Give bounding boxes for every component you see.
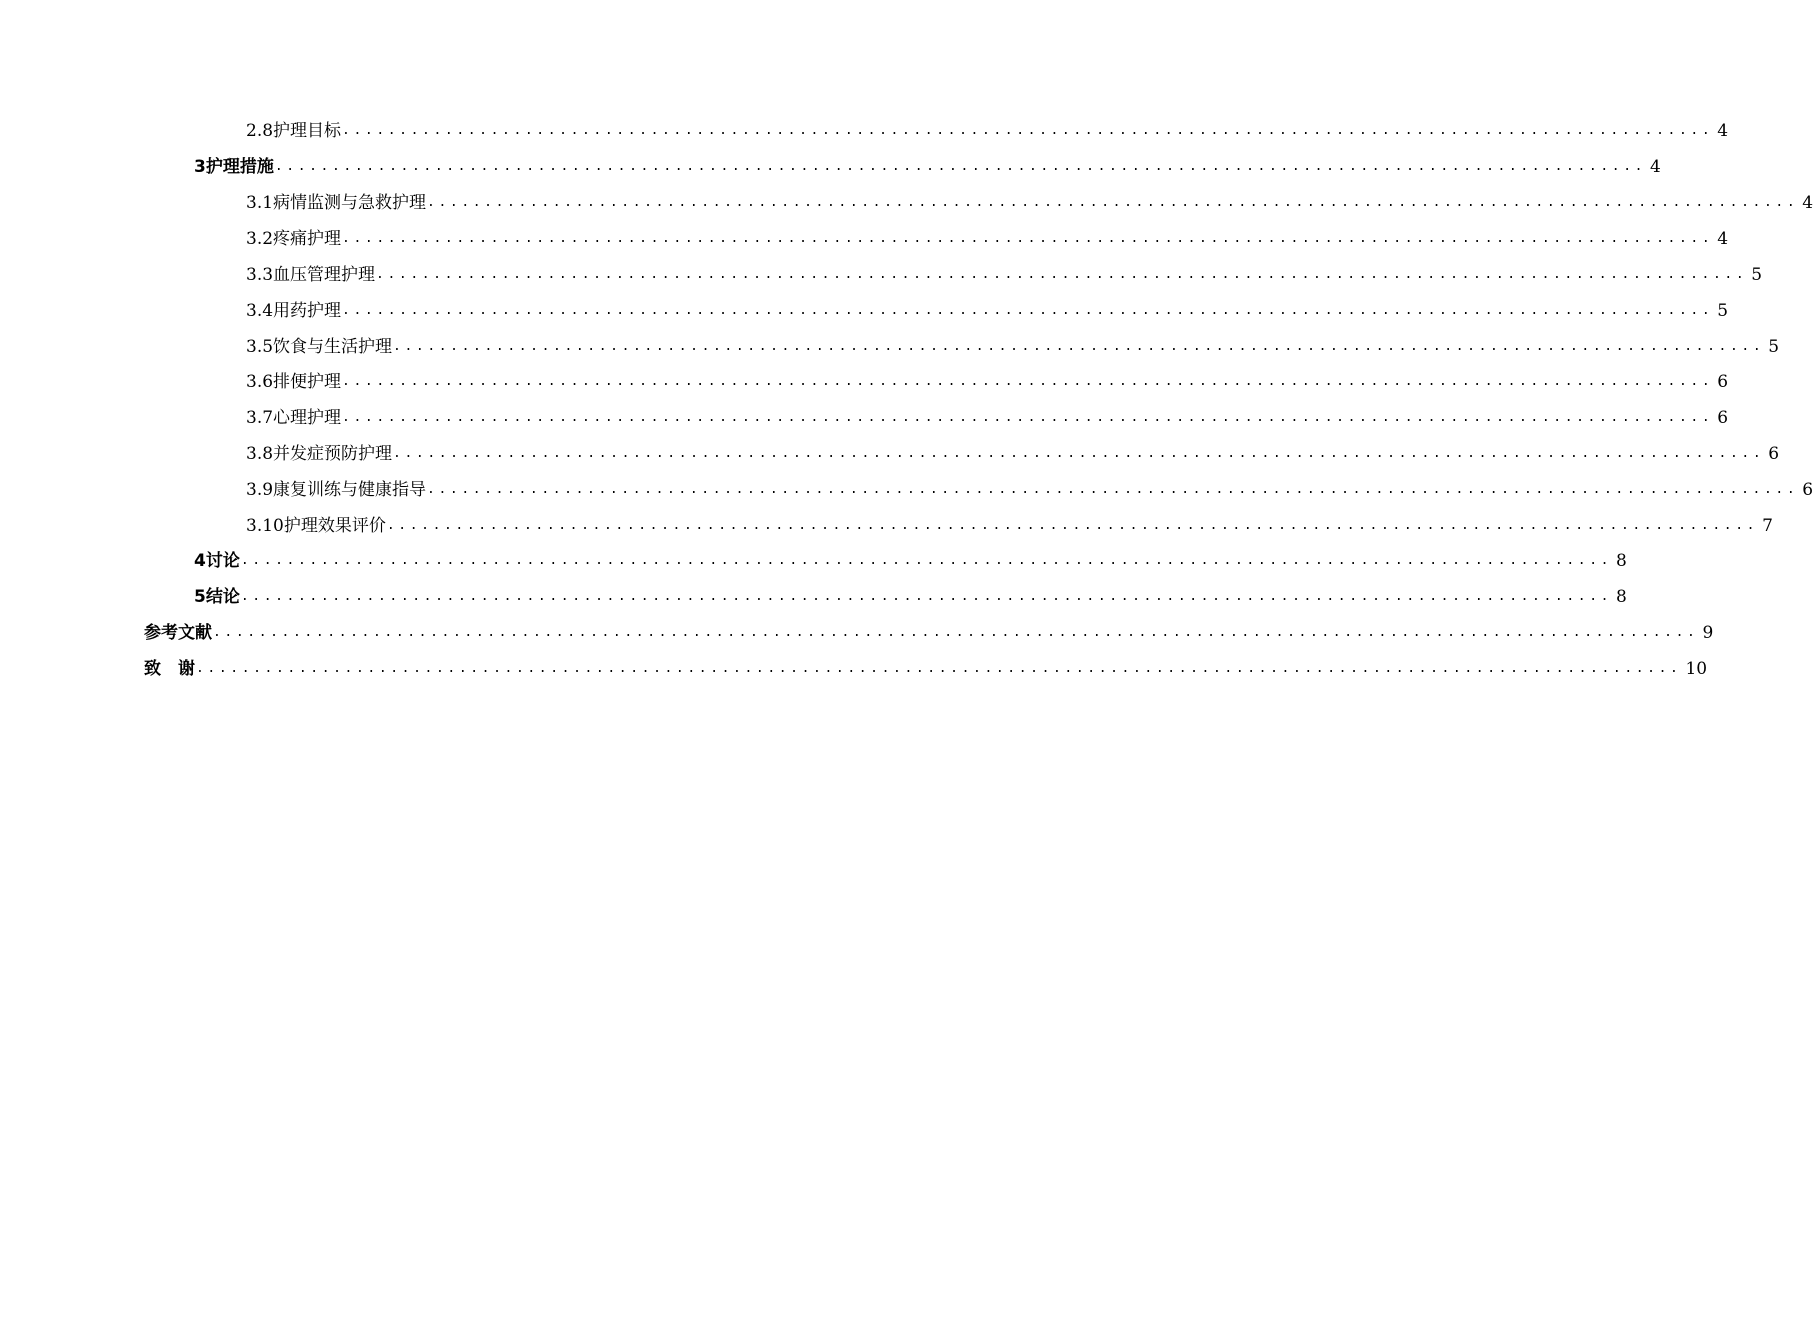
toc-entry-page: 6 [1717,372,1729,392]
toc-entry-title: 护理措施 [205,157,274,177]
dot-leader: .................................................................................................................................. [196,661,1682,676]
toc-entry-page: 6 [1768,444,1780,464]
toc-entry[interactable] [246,332,1780,358]
toc-entry-number: 2.8 [246,121,274,141]
toc-entry[interactable] [246,475,1813,501]
toc-entry-page: 4 [1717,229,1729,249]
dot-leader: ........................................................................................................................ [393,446,1765,461]
toc-entry-title: 参考文献 [144,623,212,643]
dot-leader: .................................................................................................................................. [213,625,1699,640]
toc-entry-title: 结论 [205,587,240,607]
toc-entry-page: 8 [1616,587,1627,607]
toc-entry-number: 3.8 [246,444,274,464]
dot-leader: ........................................................................................................................ [240,589,1613,604]
toc-entry[interactable] [194,546,1627,572]
toc-entry-page: 6 [1717,408,1729,428]
dot-leader: ........................................................................................................................ [342,231,1714,246]
toc-entry-title: 并发症预防护理 [273,444,393,464]
toc-entry-page: 5 [1717,301,1729,321]
toc-entry-title: 排便护理 [273,372,342,392]
toc-entry-page: 6 [1802,480,1813,500]
toc-entry[interactable] [144,618,1714,644]
toc-entry-page: 8 [1616,551,1627,571]
toc-entry-number: 3.7 [246,408,274,428]
toc-entry-page: 4 [1802,193,1813,213]
toc-entry-title: 护理目标 [273,121,342,141]
toc-entry-page: 5 [1751,265,1763,285]
toc-entry[interactable] [246,260,1763,286]
toc-entry-number: 3.9 [246,480,274,500]
toc-entry-title: 用药护理 [273,301,342,321]
toc-entry-number: 3.4 [246,301,274,321]
dot-leader: ........................................................................................................................ [342,303,1714,318]
toc-entry-number: 3.2 [246,229,274,249]
toc-entry[interactable] [246,511,1773,537]
toc-entry-page: 4 [1717,121,1729,141]
toc-entry[interactable] [246,296,1729,322]
toc-entry-number: 4 [194,551,206,571]
toc-entry-page: 9 [1702,623,1714,643]
toc-entry-page: 7 [1762,516,1773,536]
toc-entry-number: 3 [194,157,206,177]
toc-entry[interactable] [246,116,1729,142]
toc-entry[interactable] [144,654,1708,680]
dot-leader: ........................................................................................................................ [427,482,1799,497]
toc-entry-title: 讨论 [205,551,240,571]
dot-leader: ........................................................................................................................ [240,553,1613,568]
toc-entry-title: 病情监测与急救护理 [273,193,427,213]
dot-leader: ........................................................................................................................ [342,374,1714,389]
toc-entry[interactable] [194,152,1661,178]
toc-entry[interactable] [246,367,1729,393]
toc-entry-title: 饮食与生活护理 [273,337,393,357]
toc-entry-number: 5 [194,587,206,607]
dot-leader: ........................................................................................................................ [376,267,1748,282]
dot-leader: ........................................................................................................................ [342,410,1714,425]
dot-leader: ........................................................................................................................ [274,159,1647,174]
toc-entry-number: 3.3 [246,265,274,285]
toc-entry[interactable] [246,188,1813,214]
toc-entry-title: 康复训练与健康指导 [273,480,427,500]
toc-entry-title: 致 谢 [144,659,195,679]
toc-entry[interactable] [194,582,1627,608]
toc-entry-page: 5 [1768,337,1780,357]
dot-leader: ........................................................................................................................ [393,339,1765,354]
toc-entry-number: 3.1 [246,193,274,213]
toc-entry-number: 3.10 [246,516,284,536]
toc-entry-number: 3.6 [246,372,274,392]
toc-entry-page: 4 [1650,157,1661,177]
toc-entry[interactable] [246,224,1729,250]
toc-entry-page: 10 [1685,659,1708,679]
toc-entry[interactable] [246,403,1729,429]
toc-entry[interactable] [246,439,1780,465]
dot-leader: ........................................................................................................................ [342,123,1714,138]
toc-entry-title: 血压管理护理 [273,265,376,285]
toc-entry-title: 护理效果评价 [283,516,386,536]
toc-entry-title: 心理护理 [273,408,342,428]
dot-leader: ........................................................................................................................ [386,518,1759,533]
toc-entry-number: 3.5 [246,337,274,357]
dot-leader: ........................................................................................................................ [427,195,1799,210]
toc-entry-title: 疼痛护理 [273,229,342,249]
